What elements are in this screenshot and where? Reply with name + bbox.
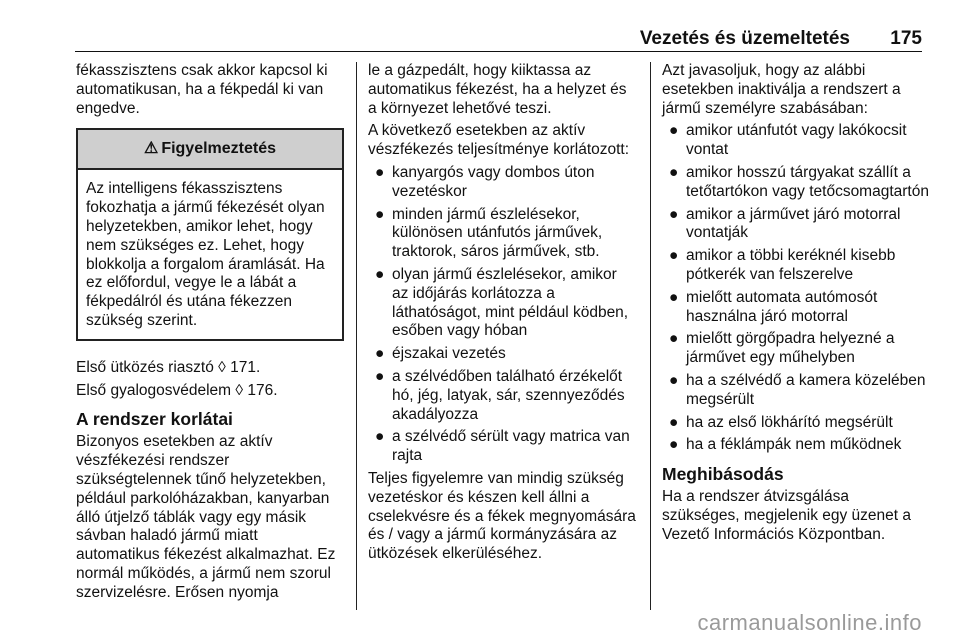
list-item: ● amikor a járművet járó motorral vontatják [669, 205, 901, 242]
list-item: ● ha az első lökhárító megsérült [669, 413, 893, 431]
column-middle [368, 62, 636, 568]
bullet-icon: ● [669, 371, 679, 389]
column-divider-2 [650, 62, 651, 610]
limitations-list [368, 164, 636, 466]
bullet-icon: ● [669, 288, 679, 306]
bullet-icon: ● [669, 205, 679, 223]
bullet-icon: ● [375, 265, 385, 283]
column-divider-1 [356, 62, 357, 610]
list-item: ● a szélvédőben található érzékelőt hó, jég, latyak, sár, szennyeződés akadályozza [375, 367, 625, 423]
watermark: carmanualsonline.info [697, 610, 922, 635]
bullet-icon: ● [669, 247, 679, 265]
page-number: 175 [890, 28, 922, 49]
list-item: ● amikor hosszú tárgyakat szállít a tetőtartókon vagy tetőcsomagtartón [669, 163, 929, 200]
intro-paragraph: fékasszisztens csak akkor kapcsol ki automatikusan, ha a fékpedál ki van engedve. [76, 62, 328, 117]
limitations-lead: A következő esetekben az aktív vészfékezés teljesítménye korlátozott: [368, 122, 630, 159]
bullet-icon: ● [669, 436, 679, 454]
list-item: ● a szélvédő sérült vagy matrica van rajta [375, 428, 630, 465]
list-item: ● ha a szélvédő a kamera közelében megsérült [669, 371, 926, 408]
bullet-icon: ● [669, 413, 679, 431]
bullet-icon: ● [375, 428, 385, 446]
attention-paragraph: Teljes figyelemre van mindig szükség vezetéskor és készen kell állni a cselekvésre és a fékek megnyomására és / vagy a jármű kormányzására az ütközések elkerüléséhez. [368, 469, 636, 563]
malfunction-paragraph: Ha a rendszer átvizsgálása szükséges, megjelenik egy üzenet a Vezető Információs Központban. [662, 488, 912, 543]
bullet-icon: ● [375, 163, 385, 181]
bullet-icon: ● [375, 205, 385, 223]
list-item: ● amikor a többi keréknél kisebb pótkerék van felszerelve [669, 247, 896, 283]
bullet-icon: ● [375, 367, 385, 385]
warning-triangle-icon: ⚠ [143, 140, 159, 158]
section-heading-limitations: A rendszer korlátai [76, 409, 233, 430]
column-left [76, 62, 344, 607]
bullet-icon: ● [669, 330, 679, 348]
bullet-icon: ● [669, 163, 679, 181]
continuation-paragraph: le a gázpedált, hogy kiiktassa az automatikus fékezést, ha a helyzet és a környezet lehetővé teszi. [368, 62, 627, 117]
limitations-paragraph: Bizonyos esetekben az aktív vészfékezési rendszer szükségtelennek tűnő helyzetekben, például parkolóházakban, kanyarban álló útjelző táblák vagy egy másik sávban haladó jármű miatt automatikus fékezést alkalmazhat. Ez normál működés, a jármű nem szorul szervizelésre. Erősen nyomja [76, 433, 336, 601]
cross-reference-collision-alert: Első ütközés riasztó ◊ 171. [76, 358, 261, 376]
recommendation-paragraph: Azt javasoljuk, hogy az alábbi esetekben inaktiválja a rendszert a jármű személyre szabásában: [662, 62, 901, 117]
list-item: ● kanyargós vagy dombos úton vezetéskor [375, 163, 595, 200]
bullet-icon: ● [669, 122, 679, 140]
list-item: ● minden jármű észlelésekor, különösen utánfutós járművek, traktorok, sáros járművek, stb. [375, 205, 603, 261]
column-right [662, 62, 930, 549]
list-item: ● olyan jármű észlelésekor, amikor az időjárás korlátozza a láthatóságot, mint például ködben, esőben vagy hóban [375, 265, 629, 340]
list-item: ● éjszakai vezetés [375, 345, 506, 363]
warning-title: Figyelmeztetés [161, 140, 277, 158]
section-title: Vezetés és üzemeltetés [639, 28, 850, 49]
list-item: ● mielőtt automata autómosót használna járó motorral [669, 288, 878, 325]
page-header [0, 0, 960, 52]
bullet-icon: ● [375, 345, 385, 363]
warning-box [76, 128, 344, 340]
header-rule [75, 51, 922, 52]
warning-header [78, 130, 342, 170]
cross-reference-pedestrian-protection: Első gyalogosvédelem ◊ 176. [76, 381, 278, 399]
section-heading-malfunction: Meghibásodás [662, 464, 784, 485]
warning-text: Az intelligens fékasszisztens fokozhatja a jármű fékezését olyan helyzetekben, amikor lehet, hogy nem szükséges ez. Lehet, hogy blokkolja a forgalom áramlását. Ha ez előfordul, vegye le a lábát a fékpedálról és utána fékezzen szükség szerint. [86, 180, 325, 329]
deactivation-list [662, 122, 930, 455]
list-item: ● amikor utánfutót vagy lakókocsit vontat [669, 122, 907, 159]
list-item: ● mielőtt görgőpadra helyezné a járművet egy műhelyben [669, 330, 895, 367]
list-item: ● ha a féklámpák nem működnek [669, 436, 902, 454]
